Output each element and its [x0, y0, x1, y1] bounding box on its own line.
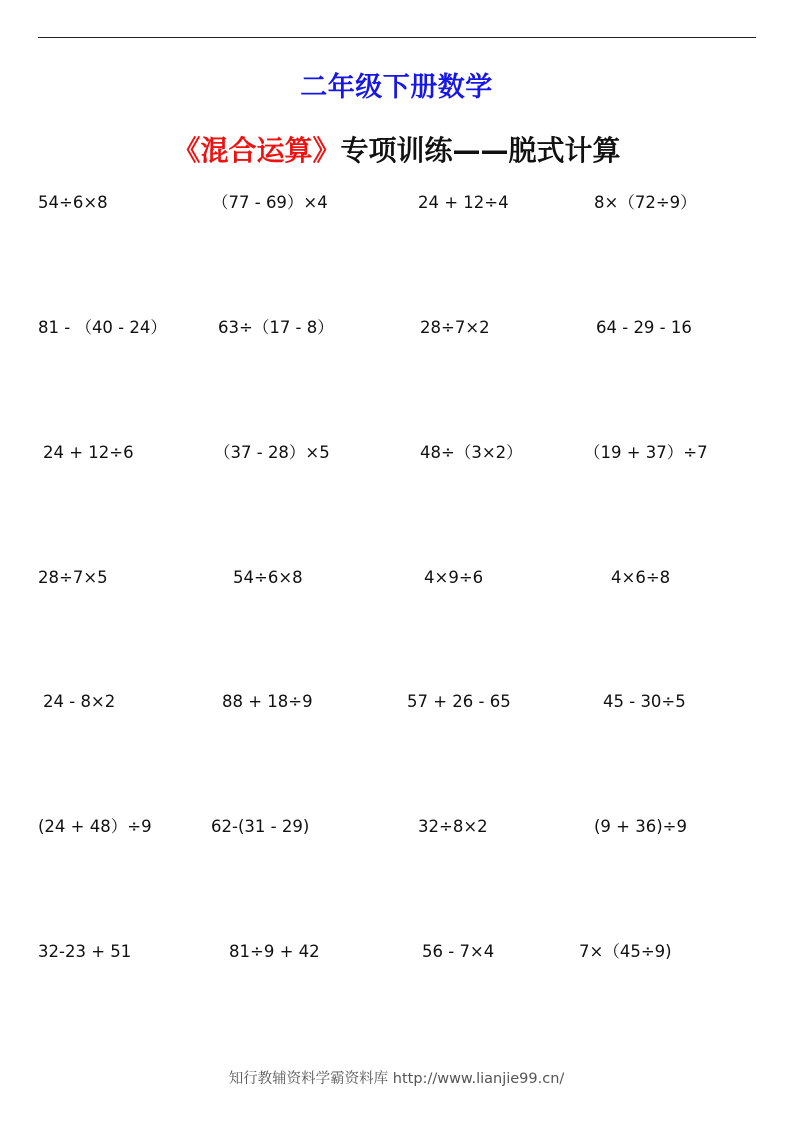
problem-r1c3: 24 + 12÷4 — [418, 193, 509, 212]
problem-r4c4: 4×6÷8 — [611, 568, 671, 587]
page-subtitle — [0, 130, 793, 172]
problem-r7c1: 32-23 + 51 — [38, 942, 132, 961]
problem-r7c2: 81÷9 + 42 — [229, 942, 320, 961]
problem-r3c1: 24 + 12÷6 — [43, 443, 134, 462]
problem-r5c1: 24 - 8×2 — [43, 692, 116, 711]
problem-r1c4: 8×（72÷9） — [594, 193, 697, 212]
problem-r3c3: 48÷（3×2） — [420, 443, 523, 462]
problem-r7c3: 56 - 7×4 — [422, 942, 495, 961]
problem-r7c4: 7×（45÷9) — [579, 942, 672, 961]
problem-r6c2: 62-(31 - 29) — [211, 817, 310, 836]
problem-r5c4: 45 - 30÷5 — [603, 692, 686, 711]
problem-r4c1: 28÷7×5 — [38, 568, 108, 587]
problem-r5c2: 88 + 18÷9 — [222, 692, 313, 711]
problem-r2c3: 28÷7×2 — [420, 318, 490, 337]
problem-r3c2: （37 - 28）×5 — [214, 443, 330, 462]
page-title-text: 二年级下册数学 — [300, 72, 493, 103]
problem-r4c3: 4×9÷6 — [424, 568, 484, 587]
footer-source-link[interactable]: 知行教辅资料学霸资料库 http://www.lianjie99.cn/ — [228, 1071, 565, 1087]
subtitle-description: 专项训练——脱式计算 — [340, 134, 621, 167]
problem-r5c3: 57 + 26 - 65 — [407, 692, 511, 711]
problem-r1c2: （77 - 69）×4 — [212, 193, 328, 212]
subtitle-topic: 《混合运算》 — [172, 134, 341, 167]
problem-r3c4: （19 + 37）÷7 — [584, 443, 708, 462]
page-title — [0, 68, 793, 108]
problem-r6c3: 32÷8×2 — [418, 817, 488, 836]
problem-r2c4: 64 - 29 - 16 — [596, 318, 692, 337]
top-rule — [38, 37, 756, 38]
problem-r4c2: 54÷6×8 — [233, 568, 303, 587]
problem-r6c4: (9 + 36)÷9 — [594, 817, 688, 836]
problem-r1c1: 54÷6×8 — [38, 193, 108, 212]
problem-r2c1: 81 - （40 - 24） — [38, 318, 167, 337]
problem-r2c2: 63÷（17 - 8） — [218, 318, 334, 337]
problem-r6c1: (24 + 48）÷9 — [38, 817, 152, 836]
